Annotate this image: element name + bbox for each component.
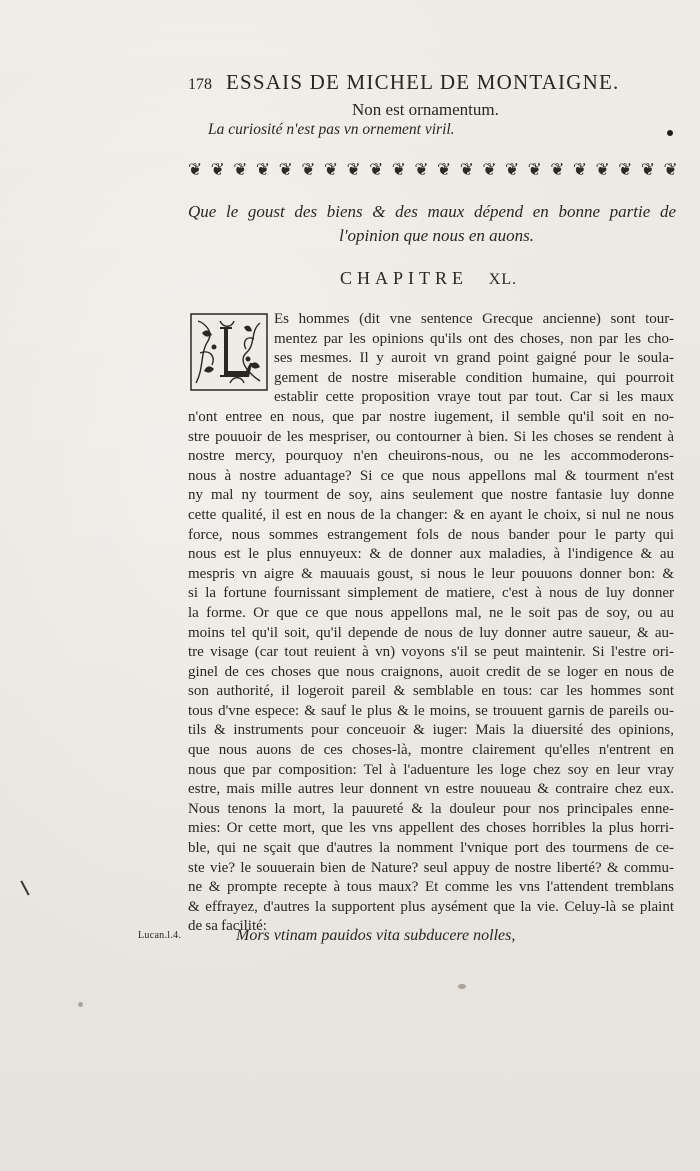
body-line: tre visage (car tout reuient à vn) voyons s'il se peut maintenir. Si l'estre ori- — [188, 644, 674, 661]
ornament-glyph: ❦ — [572, 160, 586, 180]
body-line: ble, qui ne sçait que d'autres la nomment l'vnique port des tourmens de ce- — [188, 840, 674, 857]
ornament-glyph: ❦ — [459, 160, 472, 180]
running-title: ESSAIS DE MICHEL DE MONTAIGNE. — [226, 70, 620, 94]
ornament-glyph: ❦ — [188, 160, 201, 180]
ornament-glyph: ❦ — [233, 160, 246, 180]
body-line: tous d'vne espece: & sauf le plus & le moins, se trouuent garnis de pareils ou- — [188, 702, 674, 719]
page-number: 178 — [188, 76, 212, 93]
ornament-glyph: ❦ — [550, 160, 563, 180]
body-line: de sa facilité: — [188, 918, 267, 935]
body-line: estre, mais mille autres leur donnent vn estre nouueau & contraire chez eux. — [188, 781, 674, 798]
body-line: Nous tenons la mort, la pauureté & la douleur pour nos principales enne- — [188, 800, 674, 817]
ornament-glyph: ❦ — [369, 160, 382, 180]
margin-note: Lucan.l.4. — [138, 930, 182, 941]
running-head — [188, 70, 658, 95]
body-line: nostre mercy, pourquoy n'en cheuirons-nous, ou ne les accommoderons- — [188, 448, 674, 465]
latin-quotation: Mors vtinam pauidos vita subducere nolles, — [236, 927, 516, 944]
body-line: establir cette proposition vraye tout par tout. Car si les maux — [274, 389, 674, 406]
ornament-glyph: ❦ — [323, 160, 337, 180]
ornament-glyph: ❦ — [210, 160, 223, 180]
epigraph-latin: Non est ornamentum. — [352, 100, 499, 119]
body-line: cette qualité, il est en nous de la changer: & en ayant le choix, si nul ne nous — [188, 506, 674, 523]
body-line: ne & prompte recepte à tous maux? Et comme les vns l'attendent tremblans — [188, 879, 674, 896]
ornament-glyph: ❦ — [618, 160, 631, 180]
ornamental-band — [188, 158, 676, 182]
ornament-glyph: ❦ — [527, 160, 540, 180]
body-line: nous à nostre aduantage? Si ce que nous appellons mal & tourment n'est — [188, 467, 674, 484]
body-line: n'ont entree en nous, que par nostre iugement, il semble qu'il soit en no- — [188, 408, 674, 425]
chapter-title — [188, 200, 676, 248]
body-line: moins tel qu'il soit, qu'il depende de nous de luy donner autre saueur, & au- — [188, 624, 674, 641]
essay-body — [188, 310, 674, 937]
body-line: ses mesmes. Il y auroit vn grand point gaigné pour le soula- — [274, 350, 674, 367]
body-line: mentez par les opinions qu'ils ont des choses, non par les cho- — [274, 330, 674, 347]
ornament-glyph: ❦ — [595, 160, 608, 180]
ornament-glyph: ❦ — [278, 160, 291, 180]
body-line: ste vie? le souuerain bien de Nature? seul appuy de nostre liberté? & commu- — [188, 859, 674, 876]
body-line: ny mal ny tourment de soy, ains seulement que nostre fantasie luy donne — [188, 487, 674, 504]
chapter-title-line-1: Que le goust des biens & des maux dépend en bonne partie de — [188, 202, 676, 221]
body-line: force, nous sommes estrangement fols de nous bander pour le party qui — [188, 526, 674, 543]
paper-speck — [458, 984, 466, 989]
body-line: son authorité, il logeroit pareil & semblable en tous: car les hommes sont — [188, 683, 674, 700]
paper-speck — [78, 1002, 83, 1007]
ornament-glyph: ❦ — [255, 160, 269, 180]
ornament-glyph: ❦ — [301, 160, 314, 180]
body-line: & effrayez, d'autres la supportent plus aysément que la vie. Celuy-là se plaint — [188, 898, 674, 915]
body-line: mies: Or cette mort, que les vns appellent des choses horribles la plus horri- — [188, 820, 674, 837]
ornament-glyph: ❦ — [504, 160, 518, 180]
ornament-glyph: ❦ — [482, 160, 495, 180]
body-line: ginel de ces choses que nous craignons, auoit credit de se loger en nous de — [188, 663, 674, 680]
ornament-glyph: ❦ — [663, 160, 676, 180]
ornament-glyph: ❦ — [640, 160, 654, 180]
body-line: que nous auons de ces choses-là, montre clairement qu'elles n'entrent en — [188, 742, 674, 759]
stray-ink-mark — [20, 880, 29, 895]
body-line: la forme. Or que ce que nous appellons mal, ne le soit pas de soy, ou au — [188, 604, 674, 621]
body-line: mespris vn aigre & mauuais goust, si nous le leur pouuons donner bon: & — [188, 565, 674, 582]
body-line: tils & instruments pour conceuoir & iuger: Mais la diuersité des opinions, — [188, 722, 674, 739]
body-line: si la fortune fournissant simplement de matiere, c'est à nous de luy donner — [188, 585, 674, 602]
ornament-glyph: ❦ — [346, 160, 359, 180]
ink-dot — [667, 130, 673, 136]
body-line: nous est le plus ennuyeux: & de donner aux maladies, à l'indigence & au — [188, 546, 674, 563]
ornament-glyph: ❦ — [437, 160, 450, 180]
body-line: nous que par composition: Tel à l'aduenture les loge chez soy en leur vray — [188, 761, 674, 778]
ornament-glyph: ❦ — [414, 160, 427, 180]
epigraph-french: La curiosité n'est pas vn ornement viril. — [208, 121, 455, 138]
chapter-title-line-2: l'opinion que nous en auons. — [339, 226, 534, 245]
ornament-glyph: ❦ — [391, 160, 405, 180]
body-line: gement de nostre miserable condition humaine, qui pourroit — [274, 369, 674, 386]
body-line: Es hommes (dit vne sentence Grecque ancienne) sont tour- — [274, 311, 674, 327]
chapter-label: CHAPITRE — [340, 268, 469, 288]
body-line: stre pouuoir de les mespriser, ou contourner à bien. Si les choses se rendent à — [188, 428, 674, 445]
chapter-heading — [340, 268, 517, 289]
chapter-number: XL. — [488, 271, 518, 288]
